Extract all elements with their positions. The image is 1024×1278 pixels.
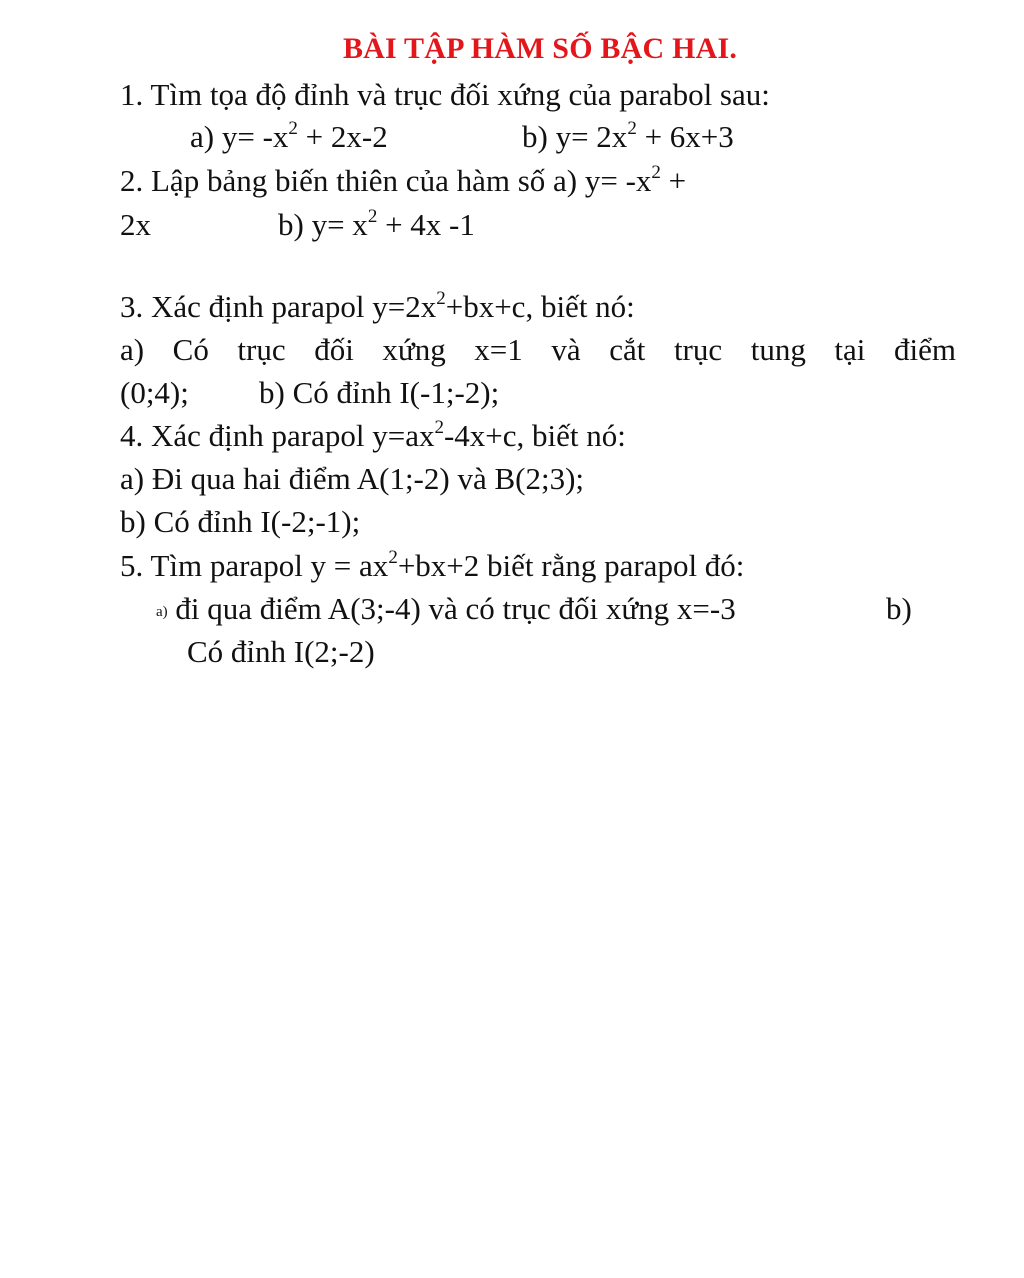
q4-exp: 2 [434, 417, 444, 438]
q5-a-text: đi qua điểm A(3;-4) và có trục đối xứng x=-3 [175, 591, 736, 626]
q3-a-cont: (0;4); [120, 375, 189, 410]
q1-a-prefix: a) y= -x [190, 119, 289, 154]
q3-a-line: a) Có trục đối xứng x=1 và cắt trục tung tại điểm [120, 332, 956, 367]
q4-prefix: 4. Xác định parapol y=ax [120, 418, 435, 453]
q1-text: 1. Tìm tọa độ đỉnh và trục đối xứng của parabol sau: [120, 77, 770, 112]
q3-b: b) Có đỉnh I(-1;-2); [259, 375, 500, 410]
q2-b-exp: 2 [367, 206, 378, 227]
q5-b-label: b) [886, 591, 912, 626]
q5-a-label: a) [156, 604, 168, 620]
q2-suffix: + [660, 163, 687, 198]
q1-b-suffix: + 6x+3 [636, 119, 734, 154]
q5-suffix: +bx+2 biết rằng parapol đó: [397, 548, 745, 583]
q1-b-exp: 2 [627, 118, 637, 139]
q4-suffix: -4x+c, biết nó: [443, 418, 626, 453]
q3-exp: 2 [436, 288, 446, 309]
q1-b [522, 119, 734, 155]
q2-b-prefix: b) y= x [278, 207, 368, 242]
q1-a-exp: 2 [288, 118, 298, 139]
q2-text [120, 163, 686, 199]
q2-b-suffix: + 4x -1 [377, 207, 475, 242]
q5-b-text: Có đỉnh I(2;-2) [187, 634, 375, 669]
q1-a-suffix: + 2x-2 [297, 119, 388, 154]
page-title: BÀI TẬP HÀM SỐ BẬC HAI. [342, 32, 738, 65]
q4-a: a) Đi qua hai điểm A(1;-2) và B(2;3); [120, 461, 585, 496]
q1-a [190, 119, 388, 155]
q4-b: b) Có đỉnh I(-2;-1); [120, 504, 361, 539]
q5-a [156, 591, 736, 630]
q1-b-prefix: b) y= 2x [522, 119, 628, 154]
q2-prefix: 2. Lập bảng biến thiên của hàm số a) y= -x [120, 163, 652, 198]
q2-b [278, 207, 475, 243]
q4-text [120, 418, 626, 454]
q5-text [120, 548, 744, 584]
q5-prefix: 5. Tìm parapol y = ax [120, 548, 389, 583]
q3-text [120, 289, 635, 325]
q2-exp: 2 [651, 162, 661, 183]
q2-cont: 2x [120, 207, 151, 242]
q3-prefix: 3. Xác định parapol y=2x [120, 289, 437, 324]
q5-exp: 2 [388, 547, 398, 568]
q3-suffix: +bx+c, biết nó: [445, 289, 635, 324]
